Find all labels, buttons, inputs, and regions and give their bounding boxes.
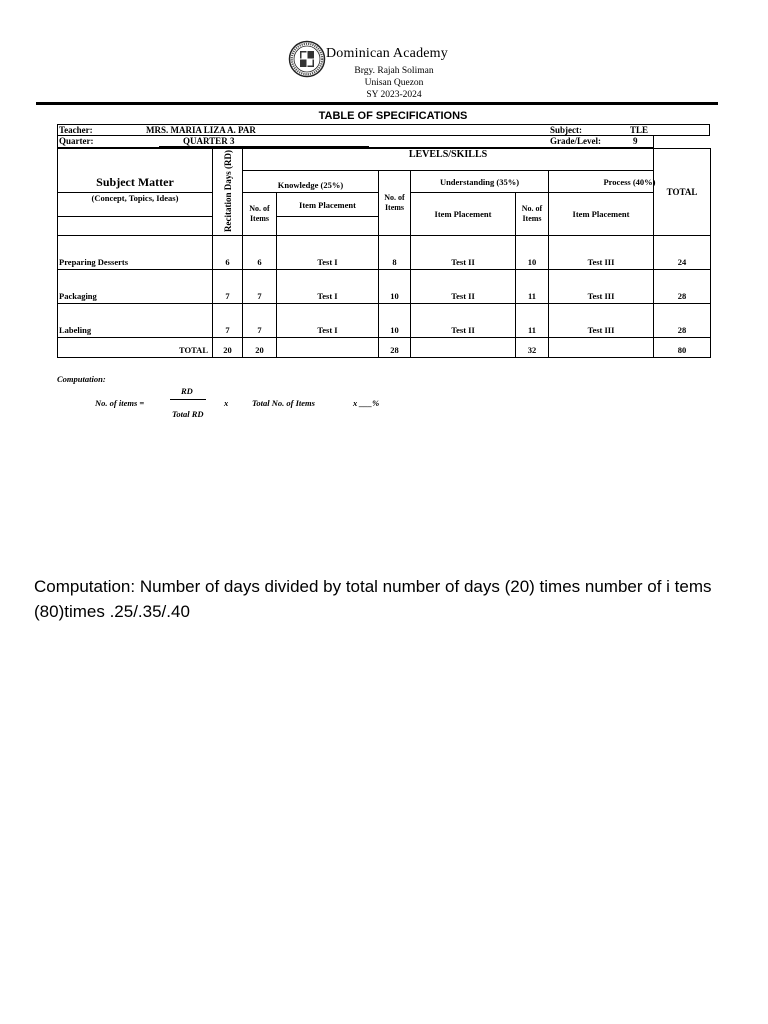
rd-cell: 6: [213, 236, 243, 270]
document-title: TABLE OF SPECIFICATIONS: [318, 110, 468, 122]
understanding-items-cell: 10: [379, 304, 411, 338]
subject-subheader: (Concept, Topics, Ideas): [58, 193, 213, 217]
address-line: Unisan Quezon: [364, 78, 424, 88]
blank-cell: [277, 217, 379, 236]
knowledge-items-total: 20: [243, 338, 277, 358]
rd-total: 20: [213, 338, 243, 358]
quarter-underline: [159, 146, 369, 147]
fraction-bar: [170, 399, 206, 400]
no-items-header: No. of Items: [379, 171, 411, 236]
process-items-cell: 11: [516, 270, 549, 304]
knowledge-items-cell: 6: [243, 236, 277, 270]
totals-label: TOTAL: [58, 338, 213, 358]
grand-total: 80: [654, 338, 711, 358]
process-placement-cell: Test III: [549, 270, 654, 304]
subject-value: TLE: [630, 125, 649, 135]
teacher-row: [57, 124, 710, 136]
item-placement-header: Item Placement: [411, 193, 516, 236]
formula-denominator: Total RD: [172, 409, 204, 419]
process-placement-cell: Test III: [549, 304, 654, 338]
process-header: Process (40%): [549, 171, 711, 193]
computation-note: Computation: Number of days divided by total number of days (20) times number of i tems (80)times .25/.35/.40: [34, 577, 712, 621]
subject-matter-header: Subject Matter: [58, 149, 213, 193]
item-placement-header: Item Placement: [549, 193, 654, 236]
understanding-placement-cell: Test II: [411, 304, 516, 338]
process-items-cell: 11: [516, 304, 549, 338]
rd-header: Recitation Days (RD): [213, 149, 243, 236]
knowledge-placement-cell: Test I: [277, 270, 379, 304]
formula-total-items: Total No. of Items: [252, 398, 315, 408]
quarter-value: QUARTER 3: [183, 136, 235, 146]
school-header: [0, 38, 768, 102]
topic-cell: Preparing Desserts: [58, 236, 213, 270]
knowledge-placement-cell: Test I: [277, 236, 379, 270]
address-line: Brgy. Rajah Soliman: [354, 66, 434, 76]
quarter-row: [57, 136, 654, 148]
school-name: Dominican Academy: [326, 46, 448, 61]
computation-formula: [0, 386, 768, 426]
rd-cell: 7: [213, 270, 243, 304]
process-items-cell: 10: [516, 236, 549, 270]
levels-skills-header: LEVELS/SKILLS: [243, 149, 654, 171]
teacher-label: Teacher:: [59, 125, 93, 135]
blank-cell: [277, 338, 379, 358]
formula-lhs: No. of items =: [95, 398, 145, 408]
subject-label: Subject:: [550, 125, 582, 135]
knowledge-placement-cell: Test I: [277, 304, 379, 338]
blank-cell: [549, 338, 654, 358]
understanding-header: Understanding (35%): [411, 171, 549, 193]
item-placement-header: Item Placement: [277, 193, 379, 217]
totals-row: [58, 338, 711, 358]
table-row: [58, 304, 711, 338]
topic-cell: Packaging: [58, 270, 213, 304]
knowledge-items-cell: 7: [243, 304, 277, 338]
formula-times: x: [224, 398, 229, 408]
row-total-cell: 24: [654, 236, 711, 270]
computation-label: Computation:: [57, 374, 106, 384]
grade-label: Grade/Level:: [550, 136, 601, 146]
understanding-items-cell: 10: [379, 270, 411, 304]
rd-cell: 7: [213, 304, 243, 338]
grade-value: 9: [633, 136, 638, 146]
process-items-total: 32: [516, 338, 549, 358]
school-year: SY 2023-2024: [366, 90, 422, 100]
teacher-name: MRS. MARIA LIZA A. PAR: [146, 125, 256, 135]
table-row: [58, 236, 711, 270]
row-total-cell: 28: [654, 270, 711, 304]
specification-table: [57, 148, 711, 358]
formula-percent: x ___%: [353, 398, 380, 408]
understanding-placement-cell: Test II: [411, 270, 516, 304]
understanding-items-cell: 8: [379, 236, 411, 270]
understanding-placement-cell: Test II: [411, 236, 516, 270]
blank-cell: [411, 338, 516, 358]
header-divider: [36, 102, 718, 105]
quarter-label: Quarter:: [59, 136, 94, 146]
process-placement-cell: Test III: [549, 236, 654, 270]
no-items-header: No. of Items: [516, 193, 549, 236]
row-total-cell: 28: [654, 304, 711, 338]
formula-numerator: RD: [181, 386, 193, 396]
total-header: TOTAL: [654, 149, 711, 236]
no-items-header: No. of Items: [243, 193, 277, 236]
table-row: [58, 270, 711, 304]
blank-cell: [58, 217, 213, 236]
knowledge-header: Knowledge (25%): [243, 171, 379, 193]
knowledge-items-cell: 7: [243, 270, 277, 304]
topic-cell: Labeling: [58, 304, 213, 338]
understanding-items-total: 28: [379, 338, 411, 358]
